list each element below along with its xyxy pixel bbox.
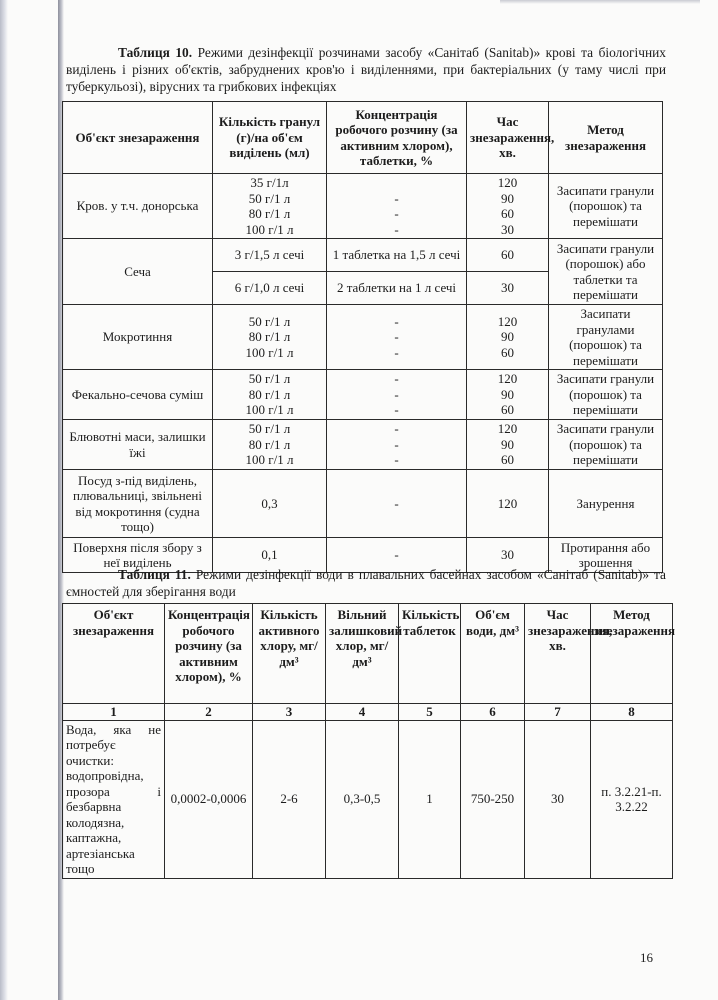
column-number: 1	[63, 704, 165, 721]
table11-header-concentration: Концентрація робочого розчину (за активним хлором), %	[165, 604, 253, 704]
table-row	[63, 470, 663, 538]
table10-caption-label: Таблиця 10.	[118, 45, 193, 60]
table11-header-method: Метод знезараження	[591, 604, 673, 704]
table10-caption	[66, 44, 666, 95]
table-row	[63, 420, 663, 470]
column-number: 6	[461, 704, 525, 721]
row-concentration: 1 таблетка на 1,5 л сечі	[327, 239, 467, 272]
row-time: 120 90 60	[467, 370, 549, 420]
table10	[62, 101, 663, 573]
row-concentration: - - -	[327, 420, 467, 470]
table11-caption-text: Режими дезінфекції води в плавальних басейнах засобом «Санітаб (Sanitab)» та ємностей для зберігання води	[66, 567, 666, 599]
row-object: Вода, яка не потребує очистки: водопровідна, прозора і безбарвна колодязна, каптажна, артезіанська тощо	[63, 720, 165, 878]
table-row	[63, 720, 673, 878]
column-number: 7	[525, 704, 591, 721]
table11	[62, 603, 673, 879]
table10-header-row	[63, 102, 663, 174]
table11-caption-label: Таблиця 11.	[118, 567, 191, 582]
row-time: 120 90 60 30	[467, 174, 549, 239]
scan-edge-left	[0, 0, 8, 1000]
row-amount: 35 г/1л 50 г/1 л 80 г/1 л 100 г/1 л	[213, 174, 327, 239]
row-time: 120	[467, 470, 549, 538]
table10-header-object: Об'єкт знезараження	[63, 102, 213, 174]
table11-column-numbers	[63, 704, 673, 721]
row-method: Засипати гранулами (порошок) та перемішати	[549, 305, 663, 370]
table11-header-row	[63, 604, 673, 704]
page-number: 16	[640, 950, 653, 965]
row-concentration: - - -	[327, 370, 467, 420]
table11-header-tablets: Кількість таблеток	[399, 604, 461, 704]
table-row	[63, 305, 663, 370]
row-object: Фекально-сечова суміш	[63, 370, 213, 420]
column-number: 5	[399, 704, 461, 721]
table10-header-amount: Кількість гранул (г)/на об'єм виділень (мл)	[213, 102, 327, 174]
row-method: Засипати гранули (порошок) та перемішати	[549, 420, 663, 470]
column-number: 8	[591, 704, 673, 721]
row-method: п. 3.2.21-п. 3.2.22	[591, 720, 673, 878]
row-concentration: - - -	[327, 305, 467, 370]
row-amount: 6 г/1,0 л сечі	[213, 272, 327, 305]
row-time: 30	[467, 538, 549, 573]
row-time: 30	[467, 272, 549, 305]
row-method: Засипати гранули (порошок) та перемішати	[549, 370, 663, 420]
row-amount: 3 г/1,5 л сечі	[213, 239, 327, 272]
table11-header-object: Об'єкт знезараження	[63, 604, 165, 704]
table11-caption	[66, 566, 666, 600]
scan-edge-top	[500, 0, 700, 4]
row-volume: 750-250	[461, 720, 525, 878]
row-amount: 50 г/1 л 80 г/1 л 100 г/1 л	[213, 420, 327, 470]
row-object: Посуд з-під виділень, плювальниці, звільнені від мокротиння (судна тощо)	[63, 470, 213, 538]
row-amount: 0,1	[213, 538, 327, 573]
row-time: 30	[525, 720, 591, 878]
row-object: Кров. у т.ч. донорська	[63, 174, 213, 239]
row-amount: 0,3	[213, 470, 327, 538]
row-method: Засипати гранули (порошок) або таблетки та перемішати	[549, 239, 663, 305]
table10-header-concentration: Концентрація робочого розчину (за активним хлором), таблетки, %	[327, 102, 467, 174]
column-number: 2	[165, 704, 253, 721]
row-object: Сеча	[63, 239, 213, 305]
row-object: Блювотні маси, залишки їжі	[63, 420, 213, 470]
row-time: 60	[467, 239, 549, 272]
row-amount: 50 г/1 л 80 г/1 л 100 г/1 л	[213, 370, 327, 420]
row-concentration: -	[327, 470, 467, 538]
table10-header-time: Час знезараження, хв.	[467, 102, 549, 174]
row-method: Занурення	[549, 470, 663, 538]
row-active-chlorine: 2-6	[253, 720, 326, 878]
table-row	[63, 174, 663, 239]
row-concentration: -	[327, 538, 467, 573]
row-object: Поверхня після збору з неї виділень	[63, 538, 213, 573]
table10-caption-text: Режими дезінфекції розчинами засобу «Санітаб (Sanitab)» крові та біологічних виділень і різних об'єктів, забруднених кров'ю і виділеннями, при бактеріальних (у таму числі при туберкульозі), вірусних та грибкових інфекціях	[66, 45, 666, 94]
table11-header-active-chlorine: Кількість активного хлору, мг/дм³	[253, 604, 326, 704]
table-row	[63, 370, 663, 420]
column-number: 4	[326, 704, 399, 721]
row-concentration: - - -	[327, 174, 467, 239]
table-row	[63, 239, 663, 272]
row-method: Протирання або зрошення	[549, 538, 663, 573]
table11-header-volume: Об'єм води, дм³	[461, 604, 525, 704]
table11-header-residual-chlorine: Вільний залишковий хлор, мг/дм³	[326, 604, 399, 704]
row-tablets: 1	[399, 720, 461, 878]
row-concentration: 0,0002-0,0006	[165, 720, 253, 878]
column-number: 3	[253, 704, 326, 721]
row-amount: 50 г/1 л 80 г/1 л 100 г/1 л	[213, 305, 327, 370]
row-time: 120 90 60	[467, 420, 549, 470]
table11-header-time: Час знезараження, хв.	[525, 604, 591, 704]
row-concentration: 2 таблетки на 1 л сечі	[327, 272, 467, 305]
row-method: Засипати гранули (порошок) та перемішати	[549, 174, 663, 239]
table10-header-method: Метод знезараження	[549, 102, 663, 174]
row-object: Мокротиння	[63, 305, 213, 370]
row-time: 120 90 60	[467, 305, 549, 370]
row-residual-chlorine: 0,3-0,5	[326, 720, 399, 878]
